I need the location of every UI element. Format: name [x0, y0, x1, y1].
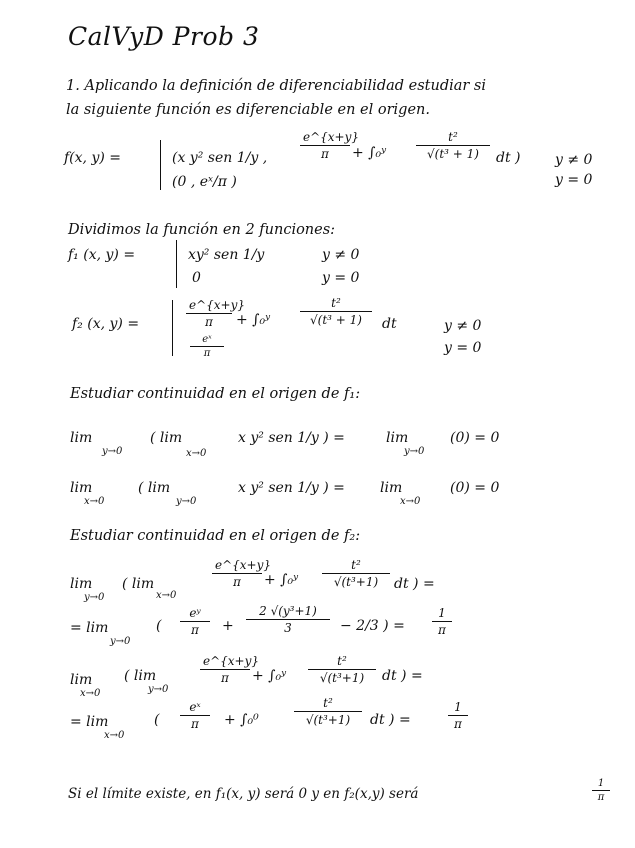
f2-row1-fraction [186, 298, 246, 329]
f2-row1-den: π [205, 315, 213, 329]
cont-f2-b-res-den: π [438, 623, 446, 637]
f2-brace [172, 300, 173, 356]
f-row2: (0 , eˣ/π ) [172, 174, 237, 190]
f2-cond-2: y = 0 [444, 340, 482, 356]
cont-f2-b-sub: y→0 [110, 636, 131, 647]
cont-f2-c-inner: ( lim [124, 668, 157, 684]
cont-f2-d-res-den: π [454, 717, 462, 731]
f1-row2: 0 [192, 270, 201, 286]
cont-f2-b-fraction [180, 606, 210, 637]
cont-f2-a-plus: + ∫₀ʸ [264, 572, 299, 588]
cont-f2-b-open: ( [156, 618, 162, 634]
cont-f2-c-tail: dt ) = [382, 668, 423, 684]
f1-cond-1: y ≠ 0 [322, 247, 360, 263]
cont-f2-b-num: eʸ [180, 606, 210, 622]
cont-f2-b-minus: − 2/3 ) = [340, 618, 405, 634]
problem-line-2: la siguiente función es diferenciable en el origen. [66, 102, 430, 118]
cont-f1-l1-result: (0) = 0 [450, 430, 500, 446]
f2-row2-fraction [190, 334, 224, 359]
f-row1-fraction [300, 130, 360, 161]
cont-f2-b-frac2-num: 2 √(y³+1) [246, 604, 330, 620]
split-heading: Dividimos la función en 2 funciones: [68, 222, 336, 238]
cont-f2-d-int-den: √(t³+1) [305, 713, 351, 727]
f-row1-a: (x y² sen 1/y , [172, 150, 268, 166]
piecewise-brace [160, 140, 161, 190]
cont-f2-c-lim: lim [70, 672, 93, 688]
conclusion-frac-den: π [597, 792, 605, 803]
cont-f2-c-fraction [200, 654, 260, 685]
cont-f2-c-inner-sub: y→0 [148, 684, 169, 695]
cont-f1-l2-inner-sub: y→0 [176, 496, 197, 507]
cont-f1-l2-expr: x y² sen 1/y ) = [238, 480, 345, 496]
f2-row1-num: e^{x+y} [186, 298, 232, 314]
cont-f2-b-plus: + [222, 618, 234, 634]
f-row1-frac-num: e^{x+y} [300, 130, 350, 146]
cont-f2-d-fraction [180, 700, 210, 731]
cont-f1-l2-sub: x→0 [84, 496, 105, 507]
cont-f2-b-fraction-2 [246, 604, 330, 635]
cont-f2-d-sub: x→0 [104, 730, 125, 741]
cont-f2-d-result [448, 700, 468, 731]
f2-int-fraction [300, 296, 372, 327]
cont-f2-d-start: = lim [70, 714, 109, 730]
cont-f2-d-num: eˣ [180, 700, 210, 716]
problem-line-1: 1. Aplicando la definición de diferenciabilidad estudiar si [66, 78, 487, 94]
f-cond-1: y ≠ 0 [555, 152, 593, 168]
cont-f2-a-fraction [212, 558, 272, 589]
cont-f1-l1-expr: x y² sen 1/y ) = [238, 430, 345, 446]
f-row1-int-den: √(t³ + 1) [427, 147, 479, 161]
f1-row1: xy² sen 1/y [188, 247, 265, 263]
cont-f1-l1-sub: y→0 [102, 446, 123, 457]
cont-f2-c-int-num: t² [308, 654, 376, 670]
cont-f2-c-num: e^{x+y} [200, 654, 250, 670]
f2-lhs: f₂ (x, y) = [72, 316, 140, 332]
f-row1-int-fraction [416, 130, 490, 161]
conclusion-frac-num: 1 [592, 778, 610, 791]
cont-f2-c-int-fraction [308, 654, 376, 685]
cont-f2-d-den: π [191, 717, 199, 731]
cont-f1-l2-result: (0) = 0 [450, 480, 500, 496]
cont-f2-heading: Estudiar continuidad en el origen de f₂: [70, 528, 361, 544]
f-row1-dt: dt ) [496, 150, 521, 166]
f1-brace [176, 240, 177, 288]
cont-f2-a-den: π [233, 575, 241, 589]
cont-f2-a-sub: y→0 [84, 592, 105, 603]
f-lhs: f(x, y) = [64, 150, 121, 166]
f2-int-den: √(t³ + 1) [310, 313, 362, 327]
cont-f2-d-int-num: t² [294, 696, 362, 712]
cont-f1-l2-inner: ( lim [138, 480, 171, 496]
cont-f1-l2-rhs: lim [380, 480, 403, 496]
cont-f2-a-inner-sub: x→0 [156, 590, 177, 601]
cont-f2-b-start: = lim [70, 620, 109, 636]
cont-f2-c-int-den: √(t³+1) [319, 671, 365, 685]
cont-f2-a-num: e^{x+y} [212, 558, 262, 574]
page-title: CalVyD Prob 3 [68, 22, 260, 51]
cont-f2-a-tail: dt ) = [394, 576, 435, 592]
f1-lhs: f₁ (x, y) = [68, 247, 136, 263]
cont-f2-b-den: π [191, 623, 199, 637]
cont-f2-a-lim: lim [70, 576, 93, 592]
cont-f2-c-plus: + ∫₀ʸ [252, 668, 287, 684]
f2-row2-num: eˣ [190, 334, 224, 347]
cont-f2-c-sub: x→0 [80, 688, 101, 699]
cont-f2-d-tail: dt ) = [370, 712, 411, 728]
cont-f1-l1-inner: ( lim [150, 430, 183, 446]
f2-row2-den: π [203, 348, 211, 359]
cont-f2-b-res-num: 1 [432, 606, 452, 622]
cont-f2-a-inner: ( lim [122, 576, 155, 592]
cont-f2-b-result [432, 606, 452, 637]
cont-f2-d-plus: + ∫₀⁰ [224, 712, 259, 728]
conclusion-fraction [592, 778, 610, 803]
conclusion-text: Si el límite existe, en f₁(x, y) será 0 y en f₂(x,y) será [68, 786, 419, 802]
cont-f1-l1-lim: lim [70, 430, 93, 446]
f-row1-int-num: t² [416, 130, 490, 146]
f2-row1-integral: + ∫₀ʸ [236, 312, 271, 328]
cont-f1-l1-inner-sub: x→0 [186, 448, 207, 459]
cont-f2-d-open: ( [154, 712, 160, 728]
f-row1-frac-den: π [321, 147, 329, 161]
cont-f1-l2-rhs-sub: x→0 [400, 496, 421, 507]
f2-dt: dt [382, 316, 397, 332]
cont-f2-a-int-fraction [322, 558, 390, 589]
cont-f2-d-res-num: 1 [448, 700, 468, 716]
f-cond-2: y = 0 [555, 172, 593, 188]
f2-int-num: t² [300, 296, 372, 312]
cont-f2-a-int-den: √(t³+1) [333, 575, 379, 589]
f1-cond-2: y = 0 [322, 270, 360, 286]
cont-f1-l1-rhs-sub: y→0 [404, 446, 425, 457]
cont-f1-l2-lim: lim [70, 480, 93, 496]
f2-cond-1: y ≠ 0 [444, 318, 482, 334]
cont-f2-a-int-num: t² [322, 558, 390, 574]
cont-f2-c-den: π [221, 671, 229, 685]
f-row1-integral: + ∫₀ʸ [352, 145, 387, 161]
cont-f2-d-int-fraction [294, 696, 362, 727]
cont-f1-l1-rhs: lim [386, 430, 409, 446]
cont-f2-b-frac2-den: 3 [284, 621, 292, 635]
cont-f1-heading: Estudiar continuidad en el origen de f₁: [70, 386, 361, 402]
